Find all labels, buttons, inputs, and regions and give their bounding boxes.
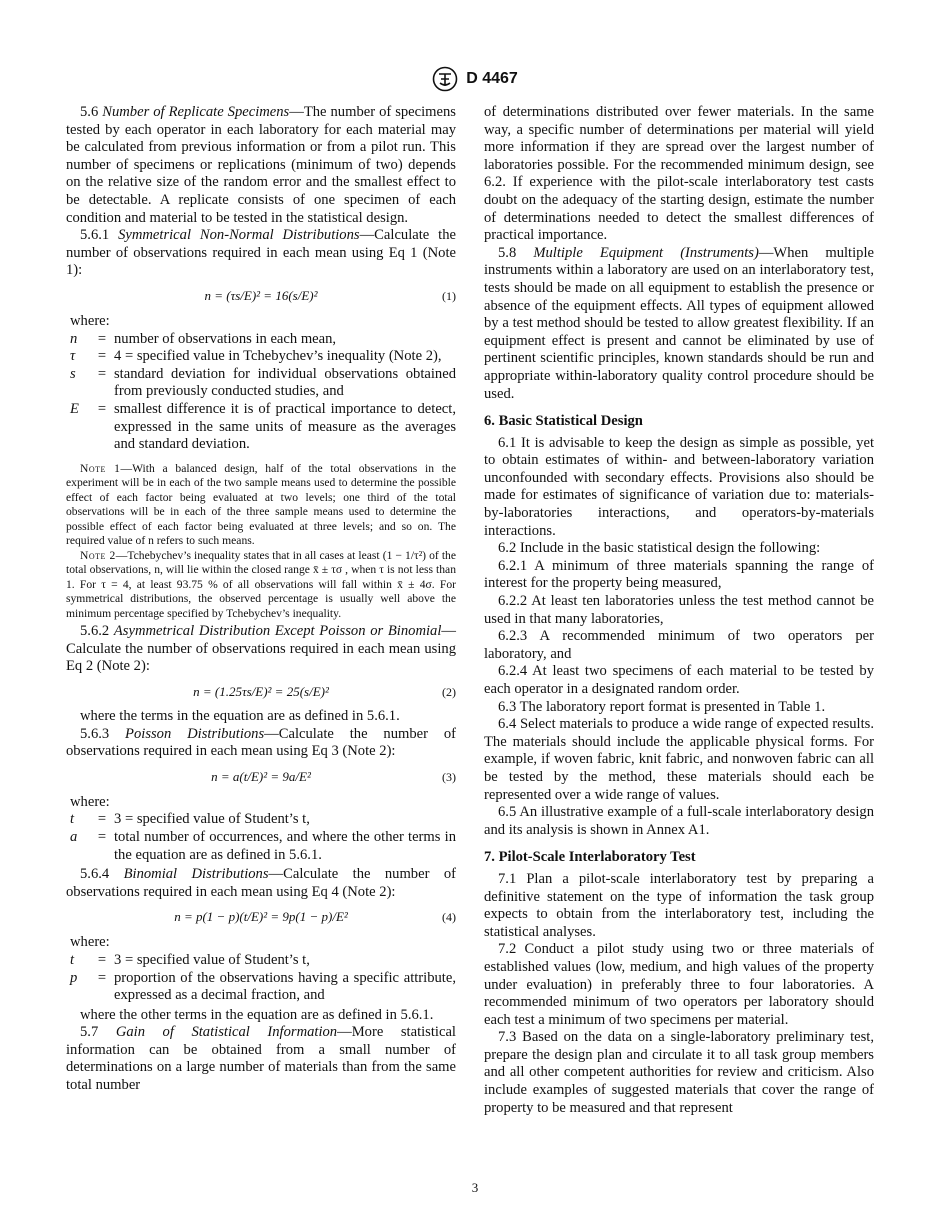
definition-list-3 xyxy=(66,811,456,864)
note-2: Note 2—Tchebychev’s inequality states that in all cases at least (1 − 1/τ²) of the total observations, n, will lie within the closed range x̄ ± τσ , when τ is not less than 1. For τ = 4, at least 93.75 % of all observations will fall within x̄ ± 4σ. For symmetrical distributions, the observed percentage is usually well above the minimum percentage specified by Tchebychev’s inequality. xyxy=(66,548,456,620)
paragraph-5-6-2: 5.6.2 Asymmetrical Distribution Except Poisson or Binomial—Calculate the number of observations required in each mean using Eq 2 (Note 2): xyxy=(66,623,456,675)
astm-logo-icon xyxy=(432,66,458,92)
definition-item: t = 3 = specified value of Student’s t, xyxy=(70,951,310,968)
note-1: Note 1—With a balanced design, half of the total observations in the experiment will be in each of the two sample means used to determine the possible effect of each factor being evaluated at two levels; one third of the total observations will be in each of the three sample means used to determine the possible effect of each factor being evaluated at three levels; and so on. The required value of n refers to such means. xyxy=(66,461,456,548)
paragraph-7-2: 7.2 Conduct a pilot study using two or three materials of established values (low, medium, and high values of the property under evaluation) in preferably three to four laboratories. A recommended minimum of two operators per laboratory should each test a minimum of two specimens per material. xyxy=(484,941,874,1028)
equation-1: n = (τs/E)² = 16(s/E)² (1) xyxy=(204,287,456,303)
paragraph-6-5: 6.5 An illustrative example of a full-scale interlaboratory design and its analysis is shown in Annex A1. xyxy=(484,804,874,838)
paragraph-after-eq2: where the terms in the equation are as defined in 5.6.1. xyxy=(80,707,400,724)
definition-item: a = total number of occurrences, and where the other terms in the equation are as defined in 5.6.1. xyxy=(70,828,456,863)
equation-3: n = a(t/E)² = 9a/E² (3) xyxy=(211,768,456,784)
paragraph-5-7-continued: of determinations distributed over fewer materials. In the same way, a specific number of determinations per material will yield more information if they are spread over the largest number of laboratories possible. For the recommended minimum design, see 6.2. If experience with the pilot-scale interlaboratory test casts doubt on the adequacy of the starting design, estimate the number of determinations needed to detect the smallest differences of practical importance. xyxy=(484,104,874,244)
paragraph-6-4: 6.4 Select materials to produce a wide range of expected results. The materials should include the applicable physical forms. For example, if woven fabric, knit fabric, and nonwoven fabric can all be tested by the method, these materials should each be represented over a wide range of values. xyxy=(484,716,874,803)
section-heading-7: 7. Pilot-Scale Interlaboratory Test xyxy=(484,849,696,866)
right-column xyxy=(484,104,874,1117)
paragraph-6-2-1: 6.2.1 A minimum of three materials spanning the range of interest for the property being measured, xyxy=(484,557,874,592)
paragraph-7-1: 7.1 Plan a pilot-scale interlaboratory test by preparing a definitive statement on the type of information the task group expects to obtain from the interlaboratory test, including the statistical analyses. xyxy=(484,870,874,940)
page-number: 3 xyxy=(471,1180,479,1195)
paragraph-6-2: 6.2 Include in the basic statistical design the following: xyxy=(498,540,821,557)
definition-item: s = standard deviation for individual observations obtained from previously conducted studies, and xyxy=(70,365,456,400)
where-label: where: xyxy=(70,312,110,329)
section-heading-6: 6. Basic Statistical Design xyxy=(484,413,643,430)
definition-item: τ = 4 = specified value in Tchebychev’s inequality (Note 2), xyxy=(70,348,442,365)
document-id: D 4467 xyxy=(466,70,518,87)
paragraph-5-8: 5.8 Multiple Equipment (Instruments)—When multiple instruments within a laboratory are used on an interlaboratory test, tests should be made on all equipment to establish the presence or absence of the equipment effects. All types of equipment allowed by a test method should be tested to allow greatest flexibility. If an equipment effect is present and cannot be eliminated by use of pertinent scientific principles, known standards should be run and appropriate within-laboratory quality control procedure should be used. xyxy=(484,244,874,402)
paragraph-6-2-2: 6.2.2 At least ten laboratories unless the test method cannot be used in that many laboratories, xyxy=(484,593,874,627)
definition-item: n = number of observations in each mean, xyxy=(70,330,337,347)
paragraph-5-6-3: 5.6.3 Poisson Distributions—Calculate the number of observations required in each mean using Eq 3 (Note 2): xyxy=(66,725,456,760)
where-label: where: xyxy=(70,793,110,810)
definition-item: t = 3 = specified value of Student’s t, xyxy=(70,811,310,828)
where-label: where: xyxy=(70,934,110,951)
paragraph-after-defs4: where the other terms in the equation are as defined in 5.6.1. xyxy=(80,1006,434,1023)
paragraph-5-7: 5.7 Gain of Statistical Information—More statistical information can be obtained from a small number of determinations on a large number of materials than from the same total number xyxy=(66,1024,456,1094)
paragraph-6-3: 6.3 The laboratory report format is presented in Table 1. xyxy=(498,698,826,715)
definition-item: E = smallest difference it is of practical importance to detect, expressed in the same units of measure as the averages and standard deviation. xyxy=(70,400,456,453)
definition-item: p = proportion of the observations having a specific attribute, expressed as a decimal fraction, and xyxy=(70,969,456,1004)
paragraph-5-6: 5.6 Number of Replicate Specimens—The number of specimens tested by each operator in each laboratory for each material may be calculated from previous information or from a pilot run. This number of specimens or replications (minimum of two) depends on the relative size of the random error and the smallest effect to be detectable. A replicate consists of one specimen of each condition and material to be tested in the statistical design. xyxy=(66,104,456,226)
paragraph-5-6-1: 5.6.1 Symmetrical Non-Normal Distributions—Calculate the number of observations required in each mean using Eq 1 (Note 1): xyxy=(66,227,456,279)
equation-2: n = (1.25τs/E)² = 25(s/E)² (2) xyxy=(193,683,456,699)
page-header xyxy=(0,66,950,92)
definition-list-4 xyxy=(66,952,456,1005)
equation-4: n = p(1 − p)(t/E)² = 9p(1 − p)/E² (4) xyxy=(174,909,456,925)
paragraph-6-1: 6.1 It is advisable to keep the design as simple as possible, yet to obtain estimates of within- and between-laboratory variation unconfounded with secondary effects. Provisions also should be made for estimates of significance of variation due to: materials-by-laboratories interactions, and operators-by-materials interactions. xyxy=(484,434,874,539)
paragraph-6-2-3: 6.2.3 A recommended minimum of two operators per laboratory, and xyxy=(484,628,874,662)
left-column xyxy=(66,104,456,1095)
paragraph-6-2-4: 6.2.4 At least two specimens of each material to be tested by each operator in a designated random order. xyxy=(484,663,874,697)
paragraph-5-6-4: 5.6.4 Binomial Distributions—Calculate the number of observations required in each mean using Eq 4 (Note 2): xyxy=(66,866,456,900)
definition-list-1 xyxy=(66,331,456,454)
paragraph-7-3: 7.3 Based on the data on a single-laboratory preliminary test, prepare the design plan and circulate it to all task group members and all other competent authorities for review and criticism. Also include examples of suggested materials that cover the range of property to be measured and that represent xyxy=(484,1029,874,1116)
